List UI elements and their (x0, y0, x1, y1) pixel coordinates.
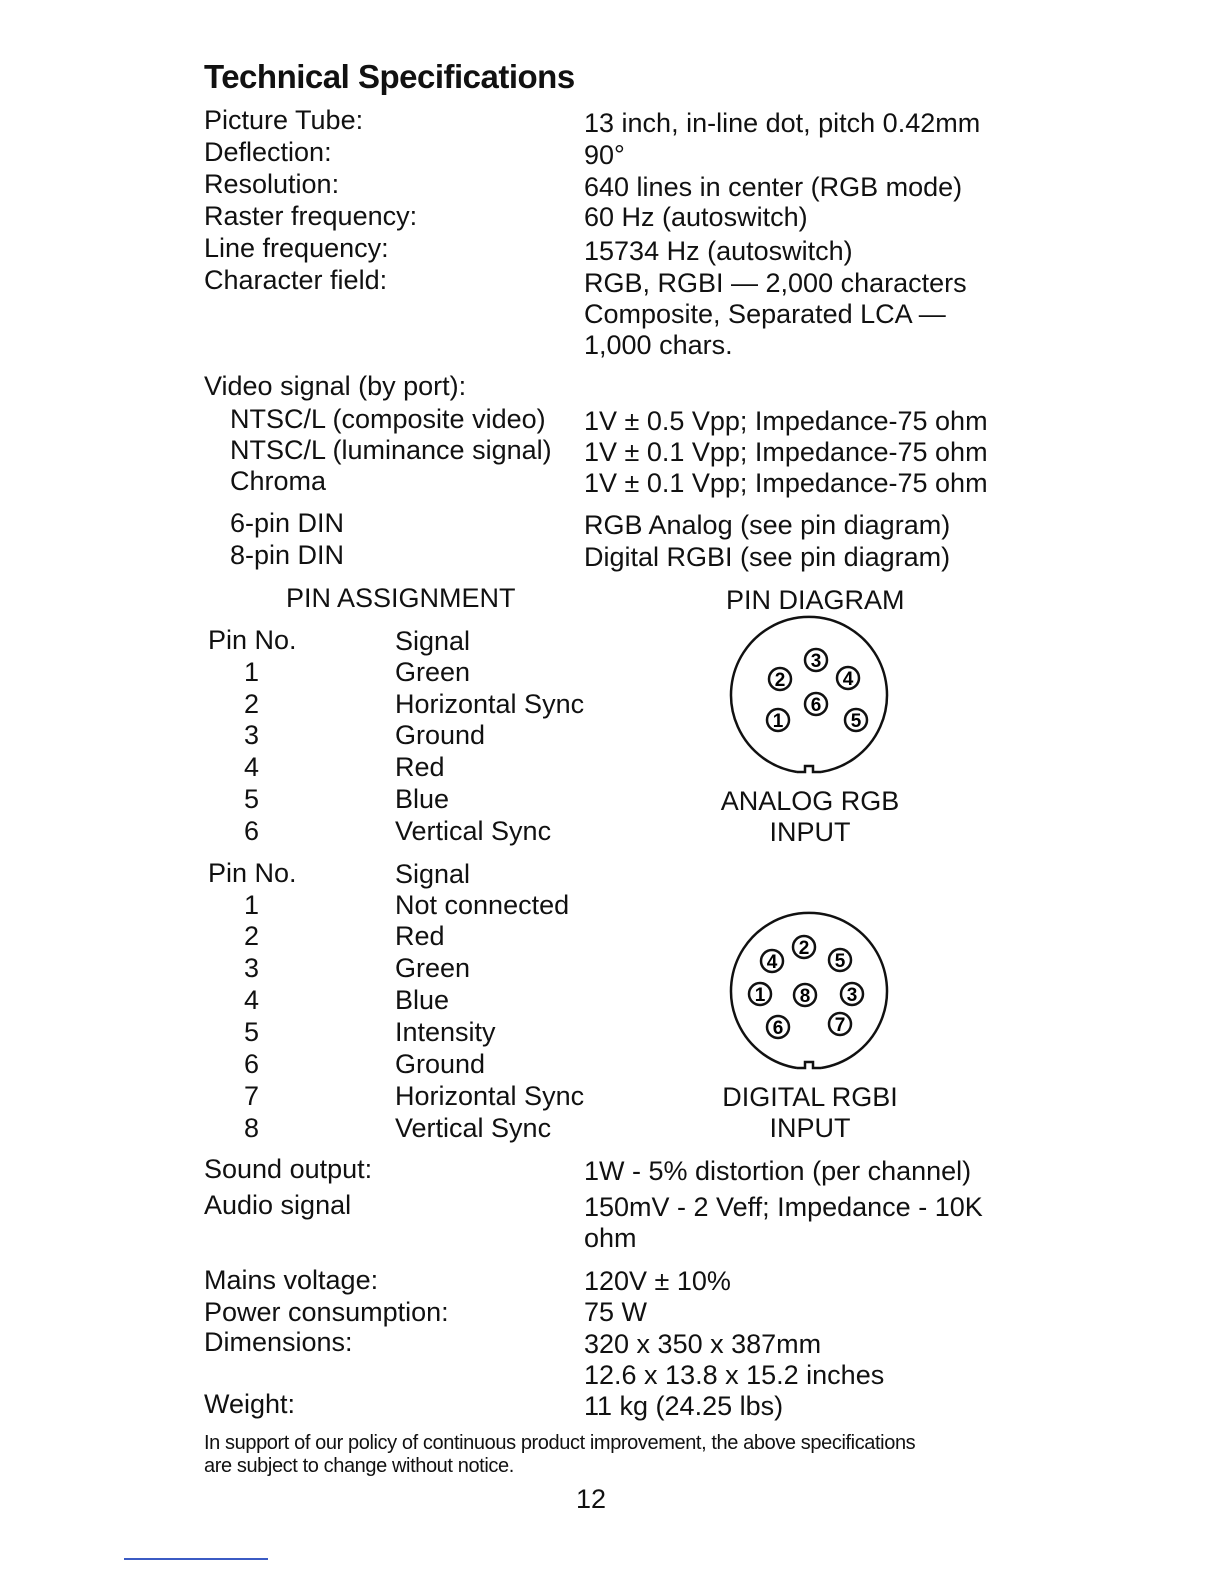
svg-text:1: 1 (754, 985, 766, 1006)
spec-value: 320 x 350 x 387mm (584, 1329, 822, 1359)
pin-signal: Red (395, 752, 445, 782)
pin-number: 4 (244, 985, 260, 1015)
analog-caption-line1: ANALOG RGB (720, 786, 900, 816)
video-value: 1V ± 0.1 Vpp; Impedance-75 ohm (584, 468, 988, 498)
svg-text:3: 3 (810, 651, 822, 672)
pin-number: 6 (244, 1049, 260, 1079)
page-title: Technical Specifications (204, 58, 575, 95)
pin-signal: Red (395, 921, 445, 951)
pin-number: 2 (244, 921, 260, 951)
pin-signal: Horizontal Sync (395, 689, 585, 719)
pin-signal: Green (395, 657, 471, 687)
spec-label: Audio signal (204, 1190, 352, 1220)
pin-signal: Ground (395, 720, 486, 750)
pin-5 (845, 709, 867, 732)
spec-value: RGB, RGBI — 2,000 characters (584, 268, 967, 298)
pin-number: 3 (244, 953, 260, 983)
footnote-line1: In support of our policy of continuous product improvement, the above specifications (204, 1432, 916, 1454)
spec-value: 1,000 chars. (584, 330, 733, 360)
spec-value: 15734 Hz (autoswitch) (584, 236, 853, 266)
spec-value: 150mV - 2 Veff; Impedance - 10K (584, 1192, 983, 1222)
spec-label: Line frequency: (204, 233, 389, 263)
pin-number: 5 (244, 1017, 260, 1047)
video-label: NTSC/L (luminance signal) (230, 435, 552, 465)
spec-value: 13 inch, in-line dot, pitch 0.42mm (584, 108, 981, 138)
column-header-pin: Pin No. (208, 858, 297, 888)
pin-assignment-heading: PIN ASSIGNMENT (286, 583, 516, 613)
video-value: 1V ± 0.1 Vpp; Impedance-75 ohm (584, 437, 988, 467)
spec-label: Raster frequency: (204, 201, 418, 231)
spec-value: ohm (584, 1223, 637, 1253)
spec-value: 90° (584, 140, 625, 170)
pin-7 (829, 1013, 851, 1036)
spec-value: 640 lines in center (RGB mode) (584, 172, 963, 202)
pin-6 (767, 1016, 789, 1039)
spec-value: 11 kg (24.25 lbs) (584, 1391, 784, 1421)
column-header-signal: Signal (395, 859, 471, 889)
spec-value: 12.6 x 13.8 x 15.2 inches (584, 1360, 885, 1390)
svg-text:4: 4 (766, 952, 778, 973)
pin-4 (837, 667, 859, 690)
svg-text:5: 5 (834, 951, 846, 972)
spec-label: Character field: (204, 265, 388, 295)
pin-4 (761, 950, 783, 973)
svg-text:5: 5 (850, 711, 862, 732)
column-header-signal: Signal (395, 626, 471, 656)
pin-1 (767, 709, 789, 732)
pin-signal: Green (395, 953, 471, 983)
pin-number: 1 (244, 657, 260, 687)
video-label: 6-pin DIN (230, 508, 345, 538)
spec-label: Mains voltage: (204, 1265, 379, 1295)
pin-3 (805, 649, 827, 672)
connector-key (797, 1062, 821, 1068)
spec-label: Dimensions: (204, 1327, 353, 1357)
page-number: 12 (576, 1484, 607, 1514)
spec-value: 75 W (584, 1297, 648, 1327)
pin-signal: Not connected (395, 890, 570, 920)
spec-value: 60 Hz (autoswitch) (584, 202, 808, 232)
column-header-pin: Pin No. (208, 625, 297, 655)
pin-5 (829, 949, 851, 972)
pin-number: 3 (244, 720, 260, 750)
din-6-pin-diagram (720, 612, 900, 784)
spec-value: 120V ± 10% (584, 1266, 731, 1296)
video-value: 1V ± 0.5 Vpp; Impedance-75 ohm (584, 406, 988, 436)
pin-signal: Blue (395, 784, 450, 814)
video-value: RGB Analog (see pin diagram) (584, 510, 951, 540)
pin-1 (749, 983, 771, 1006)
video-label: 8-pin DIN (230, 540, 345, 570)
svg-text:6: 6 (810, 695, 822, 716)
pin-diagram-heading: PIN DIAGRAM (726, 585, 905, 615)
spec-label: Picture Tube: (204, 105, 364, 135)
pin-number: 2 (244, 689, 260, 719)
pin-signal: Ground (395, 1049, 486, 1079)
pin-signal: Vertical Sync (395, 816, 552, 846)
pin-6 (805, 693, 827, 716)
svg-text:6: 6 (772, 1018, 784, 1039)
spec-value: Composite, Separated LCA — (584, 299, 946, 329)
svg-text:4: 4 (842, 669, 854, 690)
pin-2 (793, 936, 815, 959)
pin-number: 1 (244, 890, 260, 920)
svg-text:2: 2 (798, 938, 810, 959)
pin-number: 5 (244, 784, 260, 814)
svg-text:1: 1 (772, 711, 784, 732)
pin-number: 7 (244, 1081, 260, 1111)
pin-8 (794, 984, 816, 1007)
pin-3 (841, 983, 863, 1006)
analog-caption-line2: INPUT (769, 817, 851, 847)
video-value: Digital RGBI (see pin diagram) (584, 542, 951, 572)
pin-2 (769, 668, 791, 691)
spec-label: Resolution: (204, 169, 340, 199)
svg-text:3: 3 (846, 985, 858, 1006)
video-label: NTSC/L (composite video) (230, 404, 546, 434)
video-label: Chroma (230, 466, 327, 496)
spec-label: Deflection: (204, 137, 332, 167)
svg-text:7: 7 (834, 1015, 846, 1036)
spec-label: Sound output: (204, 1154, 373, 1184)
pin-number: 8 (244, 1113, 260, 1143)
pin-number: 6 (244, 816, 260, 846)
bottom-rule (124, 1558, 268, 1560)
spec-label: Weight: (204, 1389, 296, 1419)
pin-signal: Intensity (395, 1017, 496, 1047)
digital-caption-line2: INPUT (769, 1113, 851, 1143)
svg-text:8: 8 (799, 986, 811, 1007)
pin-signal: Vertical Sync (395, 1113, 552, 1143)
pin-number: 4 (244, 752, 260, 782)
svg-text:2: 2 (774, 670, 786, 691)
spec-value: 1W - 5% distortion (per channel) (584, 1156, 972, 1186)
video-heading: Video signal (by port): (204, 371, 467, 401)
pin-signal: Blue (395, 985, 450, 1015)
din-8-pin-diagram (720, 906, 900, 1080)
footnote-line2: are subject to change without notice. (204, 1455, 514, 1477)
spec-label: Power consumption: (204, 1297, 449, 1327)
pin-signal: Horizontal Sync (395, 1081, 585, 1111)
connector-key (797, 766, 821, 772)
digital-caption-line1: DIGITAL RGBI (722, 1082, 898, 1112)
